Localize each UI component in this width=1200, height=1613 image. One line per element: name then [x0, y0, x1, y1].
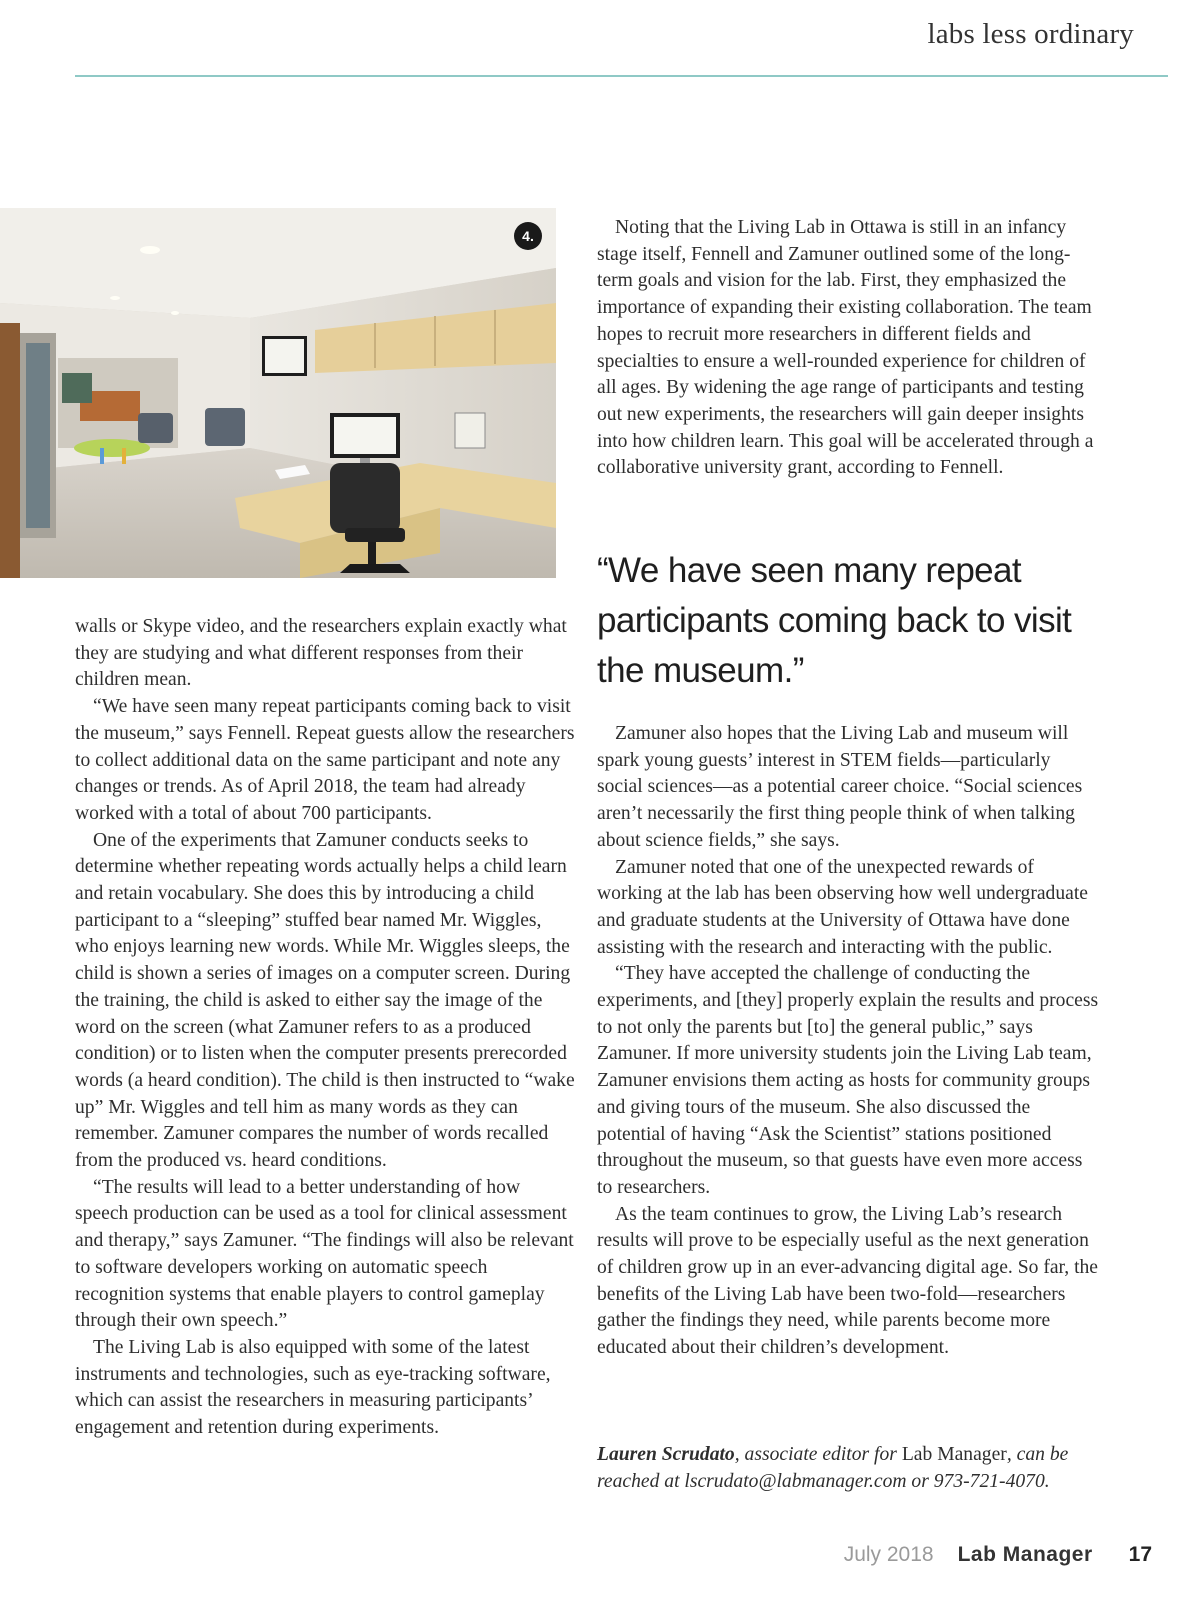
- right-top-paragraph-1: Noting that the Living Lab in Ottawa is still in an infancy stage itself, Fennell and Zamuner outlined some of the long-term goals and vision for the lab. First, they emphasized the importance of expanding their existing collaboration. The team hopes to recruit more researchers in different fields and specialties to ensure a well-rounded experience for children of all ages. By widening the age range of participants and testing out new experiments, the researchers will gain deeper insights into how children learn. This goal will be accelerated through a collaborative university grant, according to Fennell.: [597, 217, 1094, 479]
- lab-photo: [0, 208, 556, 578]
- header-rule: [75, 75, 1168, 77]
- figure-number-badge: 4.: [514, 222, 542, 250]
- byline-contact: , can be reached at lscrudato@labmanager.com or 973-721-4070.: [597, 1444, 1069, 1492]
- left-paragraph-1: walls or Skype video, and the researchers explain exactly what they are studying and what different responses from their children mean.: [75, 616, 567, 691]
- author-byline: [597, 1441, 1117, 1495]
- footer-magazine-name: Lab Manager: [957, 1543, 1093, 1566]
- page-number: 17: [1128, 1543, 1152, 1566]
- footer-date: July 2018: [843, 1543, 934, 1566]
- byline-publication: Lab Manager: [901, 1444, 1007, 1465]
- right-bottom-paragraph-1: Zamuner also hopes that the Living Lab and museum will spark young guests’ interest in STEM fields—particularly social sciences—as a potential career choice. “Social sciences aren’t necessarily the first thing people think of when talking about science fields,” she says.: [597, 723, 1083, 851]
- left-paragraph-2: “We have seen many repeat participants coming back to visit the museum,” says Fennell. Repeat guests allow the researchers to collect additional data on the same participant and note any changes or trends. As of April 2018, the team had already worked with a total of about 700 participants.: [75, 696, 575, 824]
- byline-author: Lauren Scrudato: [597, 1444, 735, 1465]
- page-footer: [844, 1543, 1152, 1567]
- right-column-bottom: [597, 721, 1100, 1362]
- right-bottom-paragraph-3: “They have accepted the challenge of conducting the experiments, and [they] properly explain the results and process to not only the parents but [to] the general public,” says Zamuner. If more university students join the Living Lab team, Zamuner envisions them acting as hosts for community groups and giving tours of the museum. She also discussed the potential of having “Ask the Scientist” stations positioned throughout the museum, so that guests have even more access to researchers.: [597, 963, 1099, 1198]
- section-title: labs less ordinary: [927, 18, 1134, 50]
- left-paragraph-3: One of the experiments that Zamuner conducts seeks to determine whether repeating words actually helps a child learn and retain vocabulary. She does this by introducing a child participant to a “sleeping” stuffed bear named Mr. Wiggles, who enjoys learning new words. While Mr. Wiggles sleeps, the child is shown a series of images on a computer screen. During the training, the child is asked to either say the image of the word on the screen (what Zamuner refers to as a produced condition) or to listen when the computer presents prerecorded words (a heard condition). The child is then instructed to “wake up” Mr. Wiggles and tell him as many words as they can remember. Zamuner compares the number of words recalled from the produced vs. heard conditions.: [75, 829, 575, 1172]
- right-bottom-paragraph-4: As the team continues to grow, the Living Lab’s research results will prove to be especially useful as the next generation of children grow up in an ever-advancing digital age. So far, the benefits of the Living Lab have been two-fold—researchers gather the findings they need, while parents become more educated about their children’s development.: [597, 1203, 1099, 1359]
- right-column-top: [597, 215, 1100, 482]
- pull-quote: “We have seen many repeat participants coming back to visit the museum.”: [597, 551, 1072, 690]
- right-bottom-paragraph-2: Zamuner noted that one of the unexpected rewards of working at the lab has been observing how well undergraduate and graduate students at the University of Ottawa have done assisting with the research and interacting with the public.: [597, 856, 1088, 958]
- left-paragraph-5: The Living Lab is also equipped with some of the latest instruments and technologies, such as eye-tracking software, which can assist the researchers in measuring participants’ engagement and retention during experiments.: [75, 1336, 551, 1439]
- byline-role: , associate editor for: [734, 1444, 902, 1465]
- left-paragraph-4: “The results will lead to a better understanding of how speech production can be used as a tool for clinical assessment and therapy,” says Zamuner. “The findings will also be relevant to software developers working on automatic speech recognition systems that enable players to control gameplay through their own speech.”: [75, 1176, 574, 1332]
- left-column: [75, 614, 575, 1442]
